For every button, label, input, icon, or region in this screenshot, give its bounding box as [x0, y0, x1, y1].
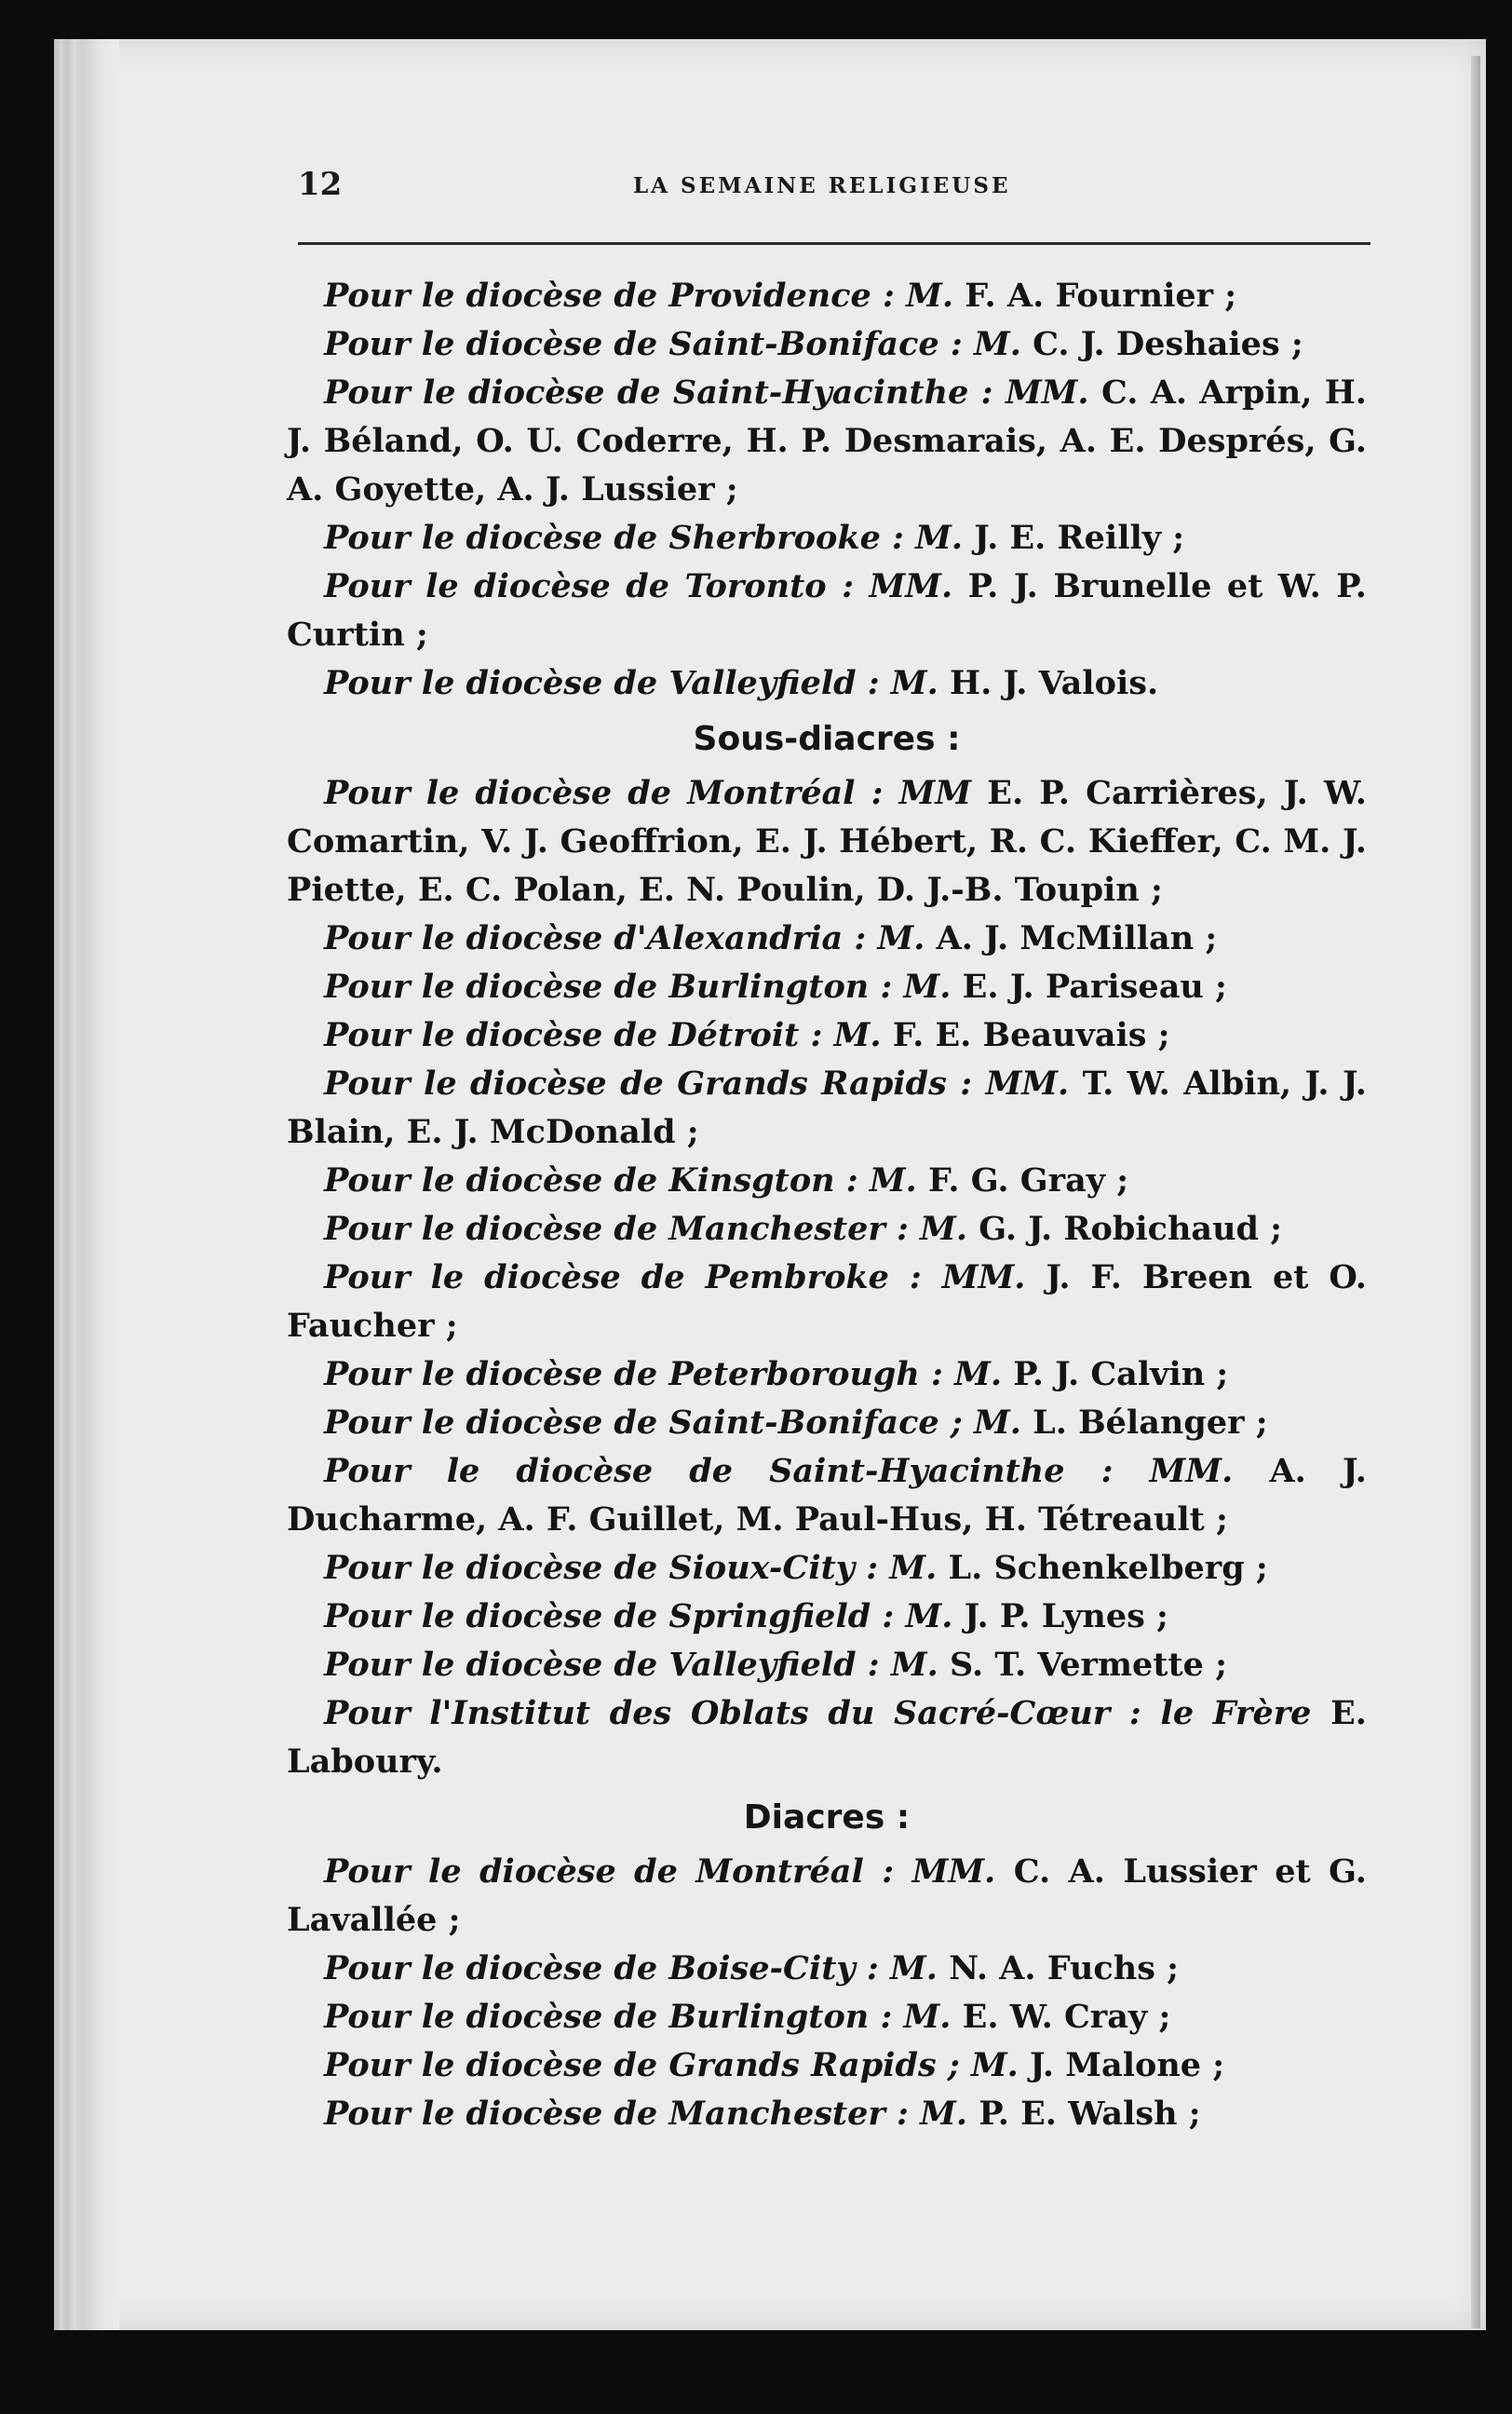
ordination-entry [287, 1593, 1367, 1641]
entry-diocese: Pour le diocèse de Pembroke : MM. [324, 1258, 1026, 1296]
entry-diocese: Pour le diocèse de Grands Rapids : MM. [324, 1065, 1070, 1103]
entry-names: A. J. McMillan ; [925, 919, 1218, 957]
entry-names: L. Schenkelberg ; [937, 1549, 1268, 1587]
running-title: LA SEMAINE RELIGIEUSE [633, 173, 1011, 198]
entry-names: C. J. Deshaies ; [1020, 325, 1303, 363]
ordination-entry [287, 272, 1367, 320]
entry-names: F. A. Fournier ; [953, 277, 1237, 315]
ordination-entry [287, 1011, 1367, 1060]
ordination-entry [287, 1848, 1367, 1945]
header-rule [298, 242, 1370, 245]
page-edge [1471, 56, 1480, 2328]
ordination-entry [287, 659, 1367, 708]
entry-diocese: Pour le diocèse de Manchester : M. [324, 1210, 968, 1248]
entry-names: J. Malone ; [1018, 2046, 1225, 2084]
ordination-entry [287, 1447, 1367, 1544]
entry-names: E. W. Cray ; [951, 1998, 1171, 2036]
entry-names: E. J. Pariseau ; [951, 968, 1227, 1006]
entry-names: F. G. Gray ; [916, 1161, 1129, 1200]
entry-diocese: Pour le diocèse de Détroit : M. [324, 1016, 882, 1054]
entry-diocese: Pour le diocèse de Valleyfield : M. [324, 664, 938, 702]
entry-diocese: Pour le diocèse de Valleyfield : M. [324, 1646, 938, 1684]
ordination-entry [287, 320, 1367, 369]
ordination-entry [287, 1205, 1367, 1254]
entry-names: C. A. Arpin, H. J. Béland, O. U. Coderre, H. P. Desmarais, A. E. Després, G. A. Goyette, A. J. Lussier ; [287, 373, 1367, 509]
entry-names: J. F. Breen et O. Faucher ; [287, 1258, 1367, 1345]
ordination-entry [287, 1641, 1367, 1689]
entry-names: P. J. Brunelle et W. P. Curtin ; [287, 567, 1367, 654]
entry-diocese: Pour le diocèse de Toronto : MM. [324, 567, 953, 605]
entry-names: J. P. Lynes ; [952, 1597, 1168, 1635]
ordination-entry [287, 1544, 1367, 1593]
ordination-entry [287, 1350, 1367, 1399]
ordination-entry [287, 1254, 1367, 1350]
ordination-entry [287, 369, 1367, 514]
ordination-entry [287, 2041, 1367, 2090]
entry-names: E. Laboury. [287, 1694, 1367, 1781]
ordination-entry [287, 769, 1367, 915]
entry-diocese: Pour le diocèse de Montréal : MM. [324, 1852, 996, 1891]
entry-names: N. A. Fuchs ; [937, 1949, 1180, 1987]
ordination-entry [287, 563, 1367, 659]
entry-names: S. T. Vermette ; [938, 1646, 1227, 1684]
entry-diocese: Pour le diocèse de Manchester : M. [324, 2095, 968, 2133]
ordination-entry [287, 1993, 1367, 2041]
entry-names: T. W. Albin, J. J. Blain, E. J. McDonald ; [287, 1065, 1367, 1151]
entry-diocese: Pour le diocèse de Boise-City : M. [324, 1949, 938, 1987]
entry-names: J. E. Reilly ; [963, 519, 1185, 557]
page-number: 12 [298, 166, 343, 203]
entry-names: C. A. Lussier et G. Lavallée ; [287, 1852, 1367, 1939]
ordination-entry [287, 1399, 1367, 1447]
entry-diocese: Pour le diocèse de Kinsgton : M. [324, 1161, 917, 1200]
entry-diocese: Pour le diocèse de Providence : M. [324, 277, 954, 315]
entry-diocese: Pour le diocèse de Saint-Hyacinthe : MM. [324, 373, 1089, 412]
entry-diocese: Pour le diocèse d'Alexandria : M. [324, 919, 925, 957]
entry-names: F. E. Beauvais ; [881, 1016, 1170, 1054]
section-heading: Diacres : [743, 1798, 911, 1837]
entry-diocese: Pour le diocèse de Saint-Boniface : M. [324, 325, 1021, 363]
entry-diocese: Pour l'Institut des Oblats du Sacré-Cœur : le Frère [324, 1694, 1312, 1732]
entry-diocese: Pour le diocèse de Sherbrooke : M. [324, 519, 964, 557]
entry-diocese: Pour le diocèse de Springfield : M. [324, 1597, 953, 1635]
entry-diocese: Pour le diocèse de Saint-Boniface ; M. [324, 1404, 1021, 1442]
ordination-entry [287, 1945, 1367, 1993]
ordination-entry [287, 1157, 1367, 1205]
entry-names: P. J. Calvin ; [1002, 1355, 1229, 1393]
entry-names: L. Bélanger ; [1020, 1404, 1268, 1442]
entry-diocese: Pour le diocèse de Peterborough : M. [324, 1355, 1003, 1393]
page-header [298, 166, 1369, 212]
entry-diocese: Pour le diocèse de Saint-Hyacinthe : MM. [324, 1452, 1234, 1490]
ordination-entry [287, 915, 1367, 963]
entry-diocese: Pour le diocèse de Burlington : M. [324, 1998, 952, 2036]
entry-diocese: Pour le diocèse de Montréal : MM [324, 774, 972, 812]
entry-diocese: Pour le diocèse de Burlington : M. [324, 968, 952, 1006]
book-spine [54, 39, 119, 2330]
ordination-entry [287, 963, 1367, 1011]
entry-names: G. J. Robichaud ; [967, 1210, 1283, 1248]
section-heading: Sous-diacres : [693, 720, 961, 758]
text-body [287, 272, 1367, 2138]
ordination-entry [287, 514, 1367, 563]
ordination-entry [287, 2090, 1367, 2138]
entry-diocese: Pour le diocèse de Grands Rapids ; M. [324, 2046, 1019, 2084]
entry-diocese: Pour le diocèse de Sioux-City : M. [324, 1549, 938, 1587]
ordination-entry [287, 1060, 1367, 1157]
ordination-entry [287, 1689, 1367, 1786]
entry-names: A. J. Ducharme, A. F. Guillet, M. Paul-Hus, H. Tétreault ; [287, 1452, 1367, 1539]
entry-names: H. J. Valois. [938, 664, 1159, 702]
entry-names: E. P. Carrières, J. W. Comartin, V. J. Geoffrion, E. J. Hébert, R. C. Kieffer, C. M. J. Piette, E. C. Polan, E. N. Poulin, D. J.-B. Toupin ; [287, 774, 1367, 909]
entry-names: P. E. Walsh ; [967, 2095, 1201, 2133]
